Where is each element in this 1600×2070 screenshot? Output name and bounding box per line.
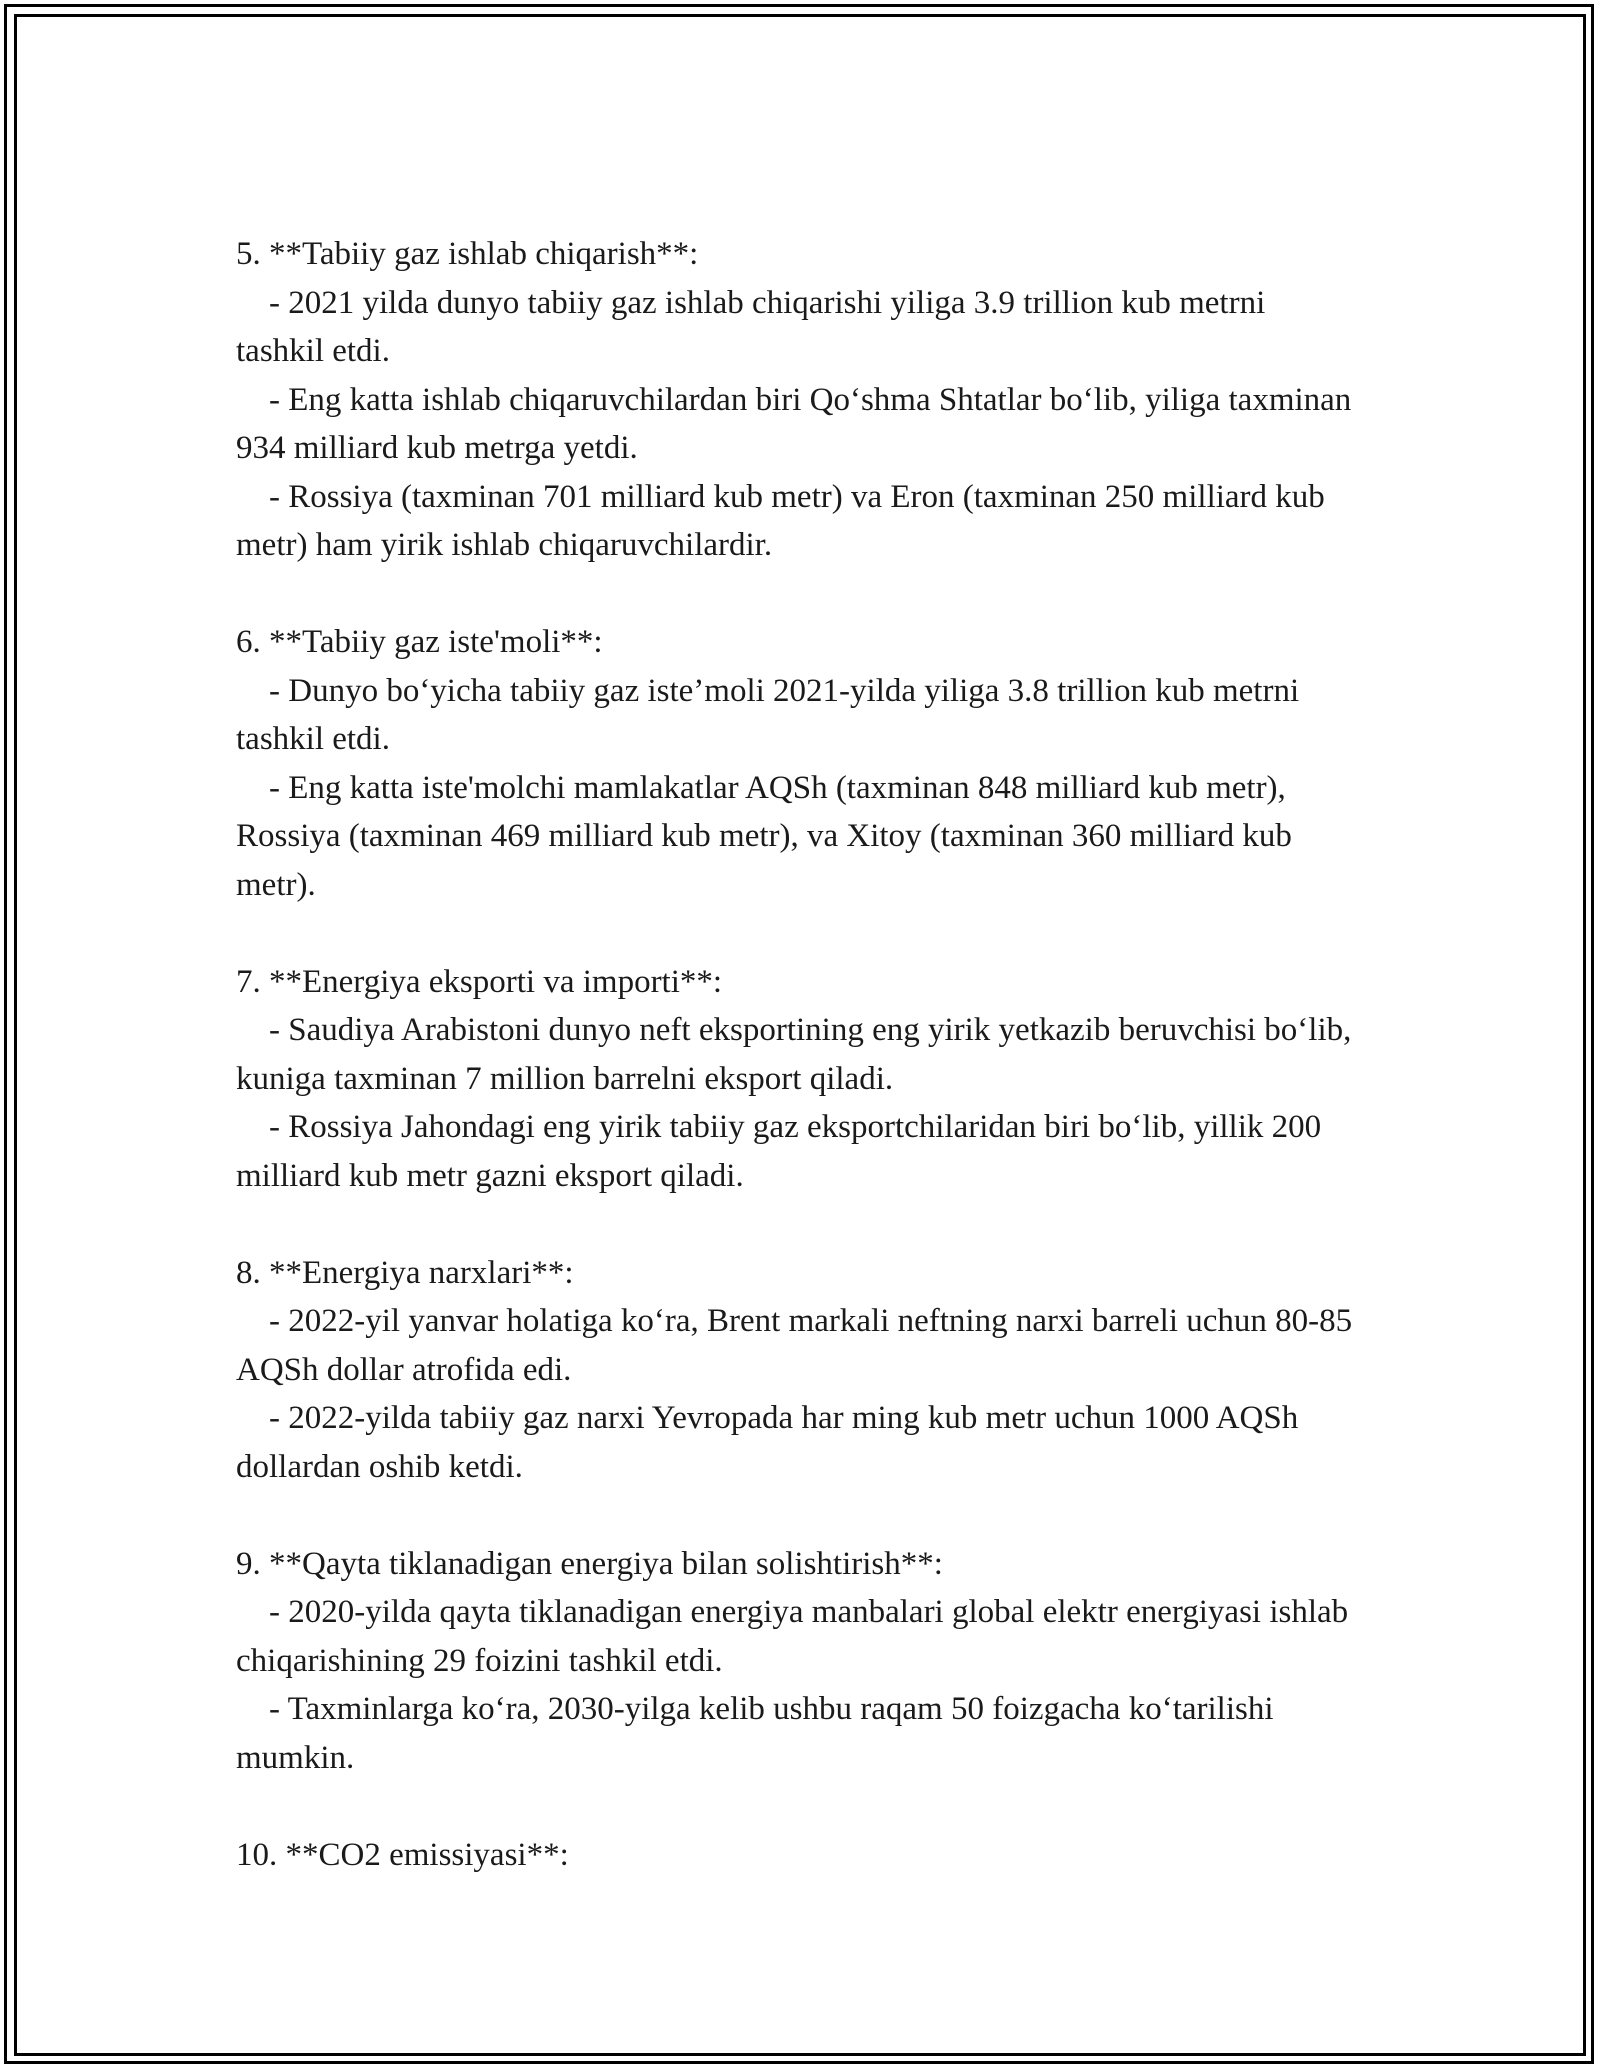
section-co2-emissions (236, 1831, 1356, 1880)
section-heading: 5. **Tabiiy gaz ishlab chiqarish**: (236, 236, 699, 272)
section-heading: 9. **Qayta tiklanadigan energiya bilan solishtirish**: (236, 1545, 943, 1582)
section-heading: 6. **Tabiiy gaz iste'moli**: (236, 624, 603, 660)
section-natural-gas-production (236, 230, 1360, 570)
section-energy-prices (236, 1249, 1359, 1492)
section-energy-export-import (236, 958, 1360, 1201)
section-heading: 8. **Energiya narxlari**: (236, 1254, 574, 1291)
list-item: - Saudiya Arabistoni dunyo neft eksportining eng yirik yetkazib beruvchisi bo‘lib, kuniga taxminan 7 million barrelni eksport qiladi. (236, 1012, 1360, 1097)
list-item: - Eng katta ishlab chiqaruvchilardan biri Qo‘shma Shtatlar bo‘lib, yiliga taxminan 934 milliard kub metrga yetdi. (236, 381, 1360, 466)
list-item: - Dunyo bo‘yicha tabiiy gaz iste’moli 2021-yilda yiliga 3.8 trillion kub metrni tashkil etdi. (236, 672, 1308, 757)
list-item: - 2022-yilda tabiiy gaz narxi Yevropada har ming kub metr uchun 1000 AQSh dollardan oshib ketdi. (236, 1400, 1307, 1485)
section-natural-gas-consumption (236, 618, 1356, 909)
list-item: - 2020-yilda qayta tiklanadigan energiya manbalari global elektr energiyasi ishlab chiqarishining 29 foizini tashkil etdi. (236, 1594, 1357, 1679)
section-heading: 10. **CO2 emissiyasi**: (236, 1836, 569, 1873)
list-item: - Taxminlarga ko‘ra, 2030-yilga kelib ushbu raqam 50 foizgacha ko‘tarilishi mumkin. (236, 1691, 1282, 1776)
document-body (236, 230, 1360, 1879)
section-renewable-comparison (236, 1540, 1356, 1783)
list-item: - Eng katta iste'molchi mamlakatlar AQSh (taxminan 848 milliard kub metr), Rossiya (taxminan 469 milliard kub metr), va Xitoy (taxminan 360 milliard kub metr). (236, 769, 1301, 903)
section-heading: 7. **Energiya eksporti va importi**: (236, 963, 723, 1000)
list-item: - 2022-yil yanvar holatiga ko‘ra, Brent markali neftning narxi barreli uchun 80-85 AQSh dollar atrofida edi. (236, 1303, 1359, 1388)
list-item: - 2021 yilda dunyo tabiiy gaz ishlab chiqarishi yiliga 3.9 trillion kub metrni tashkil etdi. (236, 284, 1274, 369)
list-item: - Rossiya (taxminan 701 milliard kub metr) va Eron (taxminan 250 milliard kub metr) ham yirik ishlab chiqaruvchilardir. (236, 478, 1334, 563)
list-item: - Rossiya Jahondagi eng yirik tabiiy gaz eksportchilaridan biri bo‘lib, yillik 200 milliard kub metr gazni eksport qiladi. (236, 1109, 1330, 1194)
